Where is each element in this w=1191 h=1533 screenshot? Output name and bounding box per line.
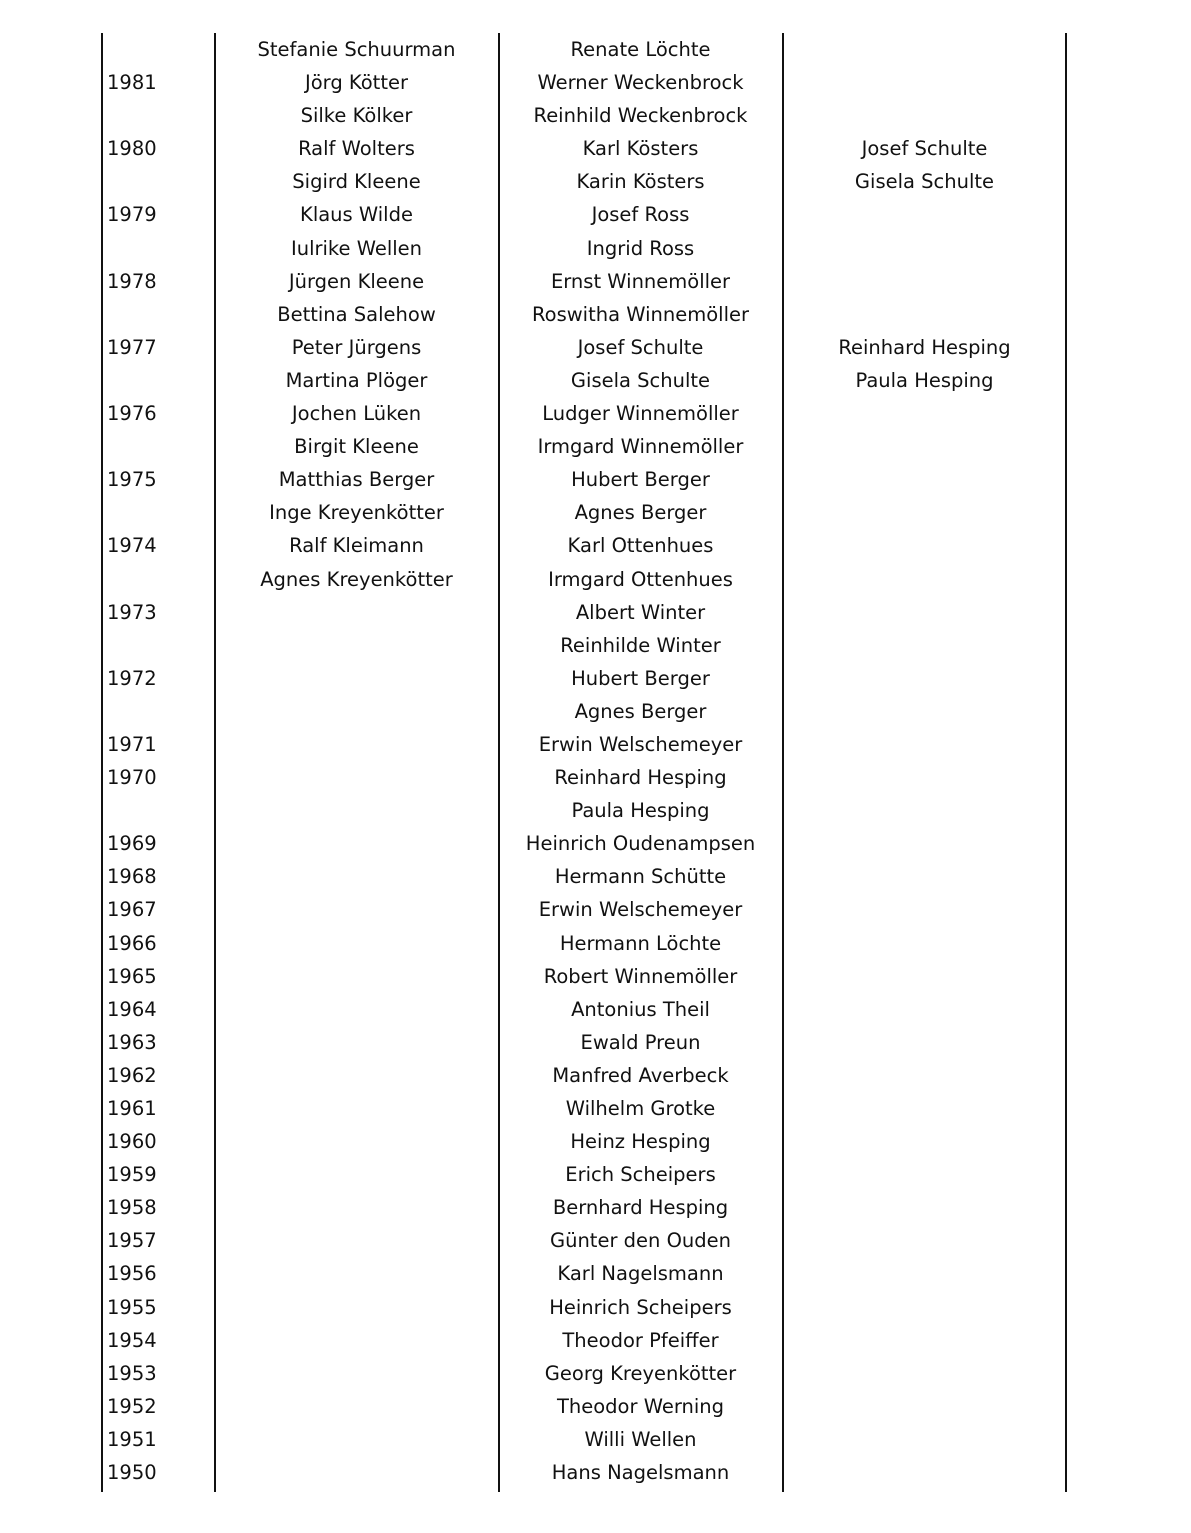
name-cell-col2 bbox=[215, 960, 498, 993]
name-cell-col2 bbox=[215, 1390, 498, 1423]
name-cell-col3: Robert Winnemöller bbox=[543, 964, 738, 988]
year-cell: 1979 bbox=[107, 203, 157, 227]
name-cell-col4 bbox=[783, 1059, 1066, 1092]
name-cell-col2 bbox=[215, 1224, 498, 1257]
name-cell-col3: Gisela Schulte bbox=[570, 368, 711, 392]
table-row bbox=[101, 463, 1066, 496]
name-cell-col2: Jochen Lüken bbox=[291, 402, 422, 426]
name-cell-col4 bbox=[783, 927, 1066, 960]
year-cell bbox=[107, 364, 207, 397]
year-cell bbox=[107, 298, 207, 331]
name-cell-col4 bbox=[783, 529, 1066, 562]
year-cell: 1975 bbox=[107, 468, 157, 492]
name-cell-col2: Matthias Berger bbox=[278, 468, 435, 492]
year-cell: 1953 bbox=[107, 1361, 157, 1385]
year-cell: 1956 bbox=[107, 1262, 157, 1286]
name-cell-col4 bbox=[783, 198, 1066, 231]
year-cell bbox=[107, 496, 207, 529]
table-row bbox=[101, 1026, 1066, 1059]
name-cell-col3: Irmgard Ottenhues bbox=[548, 567, 733, 591]
table-row bbox=[101, 33, 1066, 66]
name-cell-col3: Reinhard Hesping bbox=[554, 766, 727, 790]
name-cell-col2 bbox=[215, 1357, 498, 1390]
year-cell bbox=[107, 99, 207, 132]
table-row bbox=[101, 1158, 1066, 1191]
table-row bbox=[101, 1324, 1066, 1357]
table-row bbox=[101, 1257, 1066, 1290]
table-row bbox=[101, 728, 1066, 761]
year-cell: 1970 bbox=[107, 766, 157, 790]
year-cell: 1954 bbox=[107, 1328, 157, 1352]
name-cell-col3: Günter den Ouden bbox=[549, 1229, 732, 1253]
year-cell: 1959 bbox=[107, 1163, 157, 1187]
table-row bbox=[101, 529, 1066, 562]
year-cell: 1960 bbox=[107, 1130, 157, 1154]
year-cell bbox=[107, 563, 207, 596]
year-cell: 1981 bbox=[107, 71, 157, 95]
name-cell-col4 bbox=[783, 1026, 1066, 1059]
name-cell-col2 bbox=[215, 1191, 498, 1224]
name-cell-col4 bbox=[783, 629, 1066, 662]
name-cell-col4: Reinhard Hesping bbox=[838, 335, 1011, 359]
year-cell: 1958 bbox=[107, 1196, 157, 1220]
name-cell-col2: Martina Plöger bbox=[285, 368, 428, 392]
name-cell-col3: Theodor Pfeiffer bbox=[562, 1328, 719, 1352]
name-cell-col4 bbox=[783, 298, 1066, 331]
table-row bbox=[101, 596, 1066, 629]
name-cell-col3: Wilhelm Grotke bbox=[565, 1097, 716, 1120]
name-cell-col2 bbox=[215, 794, 498, 827]
table-body bbox=[101, 33, 1066, 1489]
name-cell-col4 bbox=[783, 1092, 1066, 1125]
name-cell-col3: Heinz Hesping bbox=[570, 1130, 711, 1154]
table-row bbox=[101, 761, 1066, 794]
name-cell-col3: Werner Weckenbrock bbox=[537, 71, 744, 95]
table-row bbox=[101, 860, 1066, 893]
table-row bbox=[101, 993, 1066, 1026]
year-cell: 1974 bbox=[107, 534, 157, 558]
year-cell: 1977 bbox=[107, 335, 157, 359]
year-cell bbox=[107, 695, 207, 728]
name-cell-col4 bbox=[783, 563, 1066, 596]
name-cell-col4: Paula Hesping bbox=[855, 368, 994, 392]
name-cell-col3: Reinhilde Winter bbox=[560, 633, 721, 657]
table-row bbox=[101, 1224, 1066, 1257]
name-cell-col4 bbox=[783, 1158, 1066, 1191]
table-row bbox=[101, 893, 1066, 926]
name-cell-col2: Jörg Kötter bbox=[305, 71, 408, 95]
year-cell: 1966 bbox=[107, 931, 157, 955]
table-row bbox=[101, 232, 1066, 265]
name-cell-col3: Agnes Berger bbox=[574, 501, 707, 525]
table-row bbox=[101, 1456, 1066, 1489]
year-cell: 1972 bbox=[107, 666, 157, 690]
year-cell: 1969 bbox=[107, 832, 157, 856]
name-cell-col4 bbox=[783, 1224, 1066, 1257]
name-cell-col2: Klaus Wilde bbox=[300, 203, 413, 227]
name-cell-col2 bbox=[215, 1257, 498, 1290]
table-row bbox=[101, 1357, 1066, 1390]
name-cell-col2 bbox=[215, 1324, 498, 1357]
year-cell bbox=[107, 33, 207, 66]
table-row bbox=[101, 563, 1066, 596]
name-cell-col4 bbox=[783, 993, 1066, 1026]
year-cell: 1980 bbox=[107, 137, 157, 161]
year-cell: 1978 bbox=[107, 269, 157, 293]
name-cell-col2: Peter Jürgens bbox=[291, 335, 422, 359]
year-cell bbox=[107, 232, 207, 265]
name-cell-col3: Erich Scheipers bbox=[565, 1163, 716, 1187]
name-cell-col3: Paula Hesping bbox=[571, 799, 710, 823]
table-row bbox=[101, 265, 1066, 298]
year-cell: 1961 bbox=[107, 1097, 157, 1120]
table-row bbox=[101, 695, 1066, 728]
name-cell-col4: Josef Schulte bbox=[861, 137, 988, 161]
name-cell-col3: Manfred Averbeck bbox=[552, 1063, 729, 1087]
year-cell: 1971 bbox=[107, 732, 157, 756]
name-cell-col3: Erwin Welschemeyer bbox=[538, 732, 743, 756]
name-cell-col2 bbox=[215, 629, 498, 662]
name-cell-col2: Ralf Kleimann bbox=[289, 534, 424, 558]
name-cell-col2 bbox=[215, 893, 498, 926]
table-row bbox=[101, 298, 1066, 331]
table-row bbox=[101, 331, 1066, 364]
name-cell-col2: Silke Kölker bbox=[300, 104, 413, 128]
table-row bbox=[101, 1390, 1066, 1423]
name-cell-col2: Ralf Wolters bbox=[298, 137, 415, 161]
name-cell-col3: Karl Ottenhues bbox=[567, 534, 714, 558]
name-cell-col2 bbox=[215, 860, 498, 893]
name-cell-col4 bbox=[783, 1456, 1066, 1489]
name-cell-col4 bbox=[783, 496, 1066, 529]
table-row bbox=[101, 430, 1066, 463]
name-cell-col4 bbox=[783, 728, 1066, 761]
year-cell: 1976 bbox=[107, 402, 157, 426]
name-cell-col4 bbox=[783, 794, 1066, 827]
name-cell-col4 bbox=[783, 1125, 1066, 1158]
table-row bbox=[101, 165, 1066, 198]
name-cell-col4 bbox=[783, 1423, 1066, 1456]
name-cell-col4 bbox=[783, 1257, 1066, 1290]
name-cell-col2 bbox=[215, 1456, 498, 1489]
name-cell-col4 bbox=[783, 1324, 1066, 1357]
name-cell-col3: Willi Wellen bbox=[584, 1427, 697, 1451]
year-cell: 1962 bbox=[107, 1063, 157, 1087]
name-cell-col3: Ewald Preun bbox=[580, 1030, 701, 1054]
name-cell-col4 bbox=[783, 761, 1066, 794]
table-row bbox=[101, 198, 1066, 231]
name-cell-col4 bbox=[783, 1191, 1066, 1224]
table-row bbox=[101, 1125, 1066, 1158]
table-row bbox=[101, 1191, 1066, 1224]
table-row bbox=[101, 496, 1066, 529]
name-cell-col3: Antonius Theil bbox=[571, 997, 710, 1021]
table-row bbox=[101, 364, 1066, 397]
name-cell-col3: Albert Winter bbox=[575, 600, 706, 624]
year-cell: 1963 bbox=[107, 1030, 157, 1054]
year-cell: 1964 bbox=[107, 997, 157, 1021]
name-cell-col2: Iulrike Wellen bbox=[290, 236, 423, 260]
name-cell-col2 bbox=[215, 728, 498, 761]
name-cell-col3: Josef Ross bbox=[591, 203, 690, 227]
table-row bbox=[101, 1092, 1066, 1125]
name-cell-col4 bbox=[783, 66, 1066, 99]
name-cell-col3: Josef Schulte bbox=[577, 335, 704, 359]
table-row bbox=[101, 397, 1066, 430]
name-cell-col3: Reinhild Weckenbrock bbox=[533, 104, 748, 128]
name-cell-col3: Georg Kreyenkötter bbox=[544, 1361, 737, 1385]
name-cell-col3: Roswitha Winnemöller bbox=[531, 302, 750, 326]
name-cell-col2: Agnes Kreyenkötter bbox=[260, 567, 453, 591]
name-cell-col4 bbox=[783, 1390, 1066, 1423]
name-cell-col4 bbox=[783, 430, 1066, 463]
name-cell-col3: Ingrid Ross bbox=[586, 236, 695, 260]
name-cell-col2 bbox=[215, 993, 498, 1026]
name-cell-col2 bbox=[215, 1291, 498, 1324]
name-cell-col2: Birgit Kleene bbox=[294, 435, 419, 459]
name-cell-col4 bbox=[783, 33, 1066, 66]
name-cell-col4 bbox=[783, 960, 1066, 993]
year-cell: 1973 bbox=[107, 600, 157, 624]
name-cell-col3: Hermann Löchte bbox=[559, 931, 722, 955]
name-cell-col4 bbox=[783, 1291, 1066, 1324]
name-cell-col2: Jürgen Kleene bbox=[288, 269, 425, 293]
year-cell: 1968 bbox=[107, 865, 157, 889]
table-row bbox=[101, 960, 1066, 993]
name-cell-col2 bbox=[215, 761, 498, 794]
year-cell: 1965 bbox=[107, 964, 157, 988]
name-cell-col4 bbox=[783, 596, 1066, 629]
name-cell-col3: Bernhard Hesping bbox=[552, 1196, 729, 1220]
name-cell-col4 bbox=[783, 397, 1066, 430]
table bbox=[101, 33, 1066, 1492]
name-cell-col3: Hubert Berger bbox=[571, 468, 710, 492]
name-cell-col2 bbox=[215, 827, 498, 860]
year-cell: 1951 bbox=[107, 1427, 157, 1451]
year-cell bbox=[107, 165, 207, 198]
table-row bbox=[101, 66, 1066, 99]
name-cell-col2 bbox=[215, 927, 498, 960]
table-row bbox=[101, 1423, 1066, 1456]
year-cell: 1950 bbox=[107, 1461, 157, 1485]
year-cell bbox=[107, 430, 207, 463]
table-row bbox=[101, 629, 1066, 662]
year-cell: 1952 bbox=[107, 1394, 157, 1418]
name-cell-col3: Heinrich Oudenampsen bbox=[525, 832, 756, 856]
name-cell-col2 bbox=[215, 596, 498, 629]
name-cell-col2 bbox=[215, 1092, 498, 1125]
name-cell-col4 bbox=[783, 860, 1066, 893]
name-cell-col2: Bettina Salehow bbox=[277, 302, 436, 326]
name-cell-col4 bbox=[783, 265, 1066, 298]
name-cell-col2 bbox=[215, 1026, 498, 1059]
year-cell: 1955 bbox=[107, 1295, 157, 1319]
table-row bbox=[101, 827, 1066, 860]
name-cell-col3: Erwin Welschemeyer bbox=[538, 898, 743, 922]
name-cell-col4 bbox=[783, 827, 1066, 860]
name-cell-col4 bbox=[783, 1357, 1066, 1390]
table-row bbox=[101, 662, 1066, 695]
table-row bbox=[101, 1291, 1066, 1324]
name-cell-col2: Stefanie Schuurman bbox=[257, 38, 456, 61]
name-cell-col3: Hubert Berger bbox=[571, 666, 710, 690]
name-cell-col3: Hermann Schütte bbox=[554, 865, 727, 889]
name-cell-col3: Karl Kösters bbox=[582, 137, 699, 161]
year-cell bbox=[107, 629, 207, 662]
name-cell-col4 bbox=[783, 695, 1066, 728]
table-row bbox=[101, 927, 1066, 960]
name-cell-col4 bbox=[783, 463, 1066, 496]
table-row bbox=[101, 1059, 1066, 1092]
table-row bbox=[101, 794, 1066, 827]
name-cell-col2: Inge Kreyenkötter bbox=[269, 501, 444, 525]
name-cell-col3: Ludger Winnemöller bbox=[542, 402, 739, 426]
name-cell-col2 bbox=[215, 1125, 498, 1158]
name-cell-col2 bbox=[215, 662, 498, 695]
name-cell-col3: Irmgard Winnemöller bbox=[537, 435, 744, 459]
name-cell-col3: Ernst Winnemöller bbox=[550, 269, 731, 293]
year-cell: 1957 bbox=[107, 1229, 157, 1253]
name-cell-col3: Theodor Werning bbox=[556, 1394, 725, 1418]
name-cell-col4: Gisela Schulte bbox=[854, 170, 995, 194]
table-row bbox=[101, 99, 1066, 132]
name-cell-col4 bbox=[783, 232, 1066, 265]
table-row bbox=[101, 132, 1066, 165]
name-cell-col3: Agnes Berger bbox=[574, 699, 707, 723]
name-cell-col2 bbox=[215, 695, 498, 728]
name-cell-col3: Karin Kösters bbox=[576, 170, 705, 194]
name-cell-col2 bbox=[215, 1158, 498, 1191]
year-cell: 1967 bbox=[107, 898, 157, 922]
name-cell-col4 bbox=[783, 893, 1066, 926]
name-cell-col3: Hans Nagelsmann bbox=[551, 1461, 730, 1485]
name-cell-col4 bbox=[783, 662, 1066, 695]
name-cell-col3: Renate Löchte bbox=[570, 38, 711, 61]
year-cell bbox=[107, 794, 207, 827]
name-cell-col3: Karl Nagelsmann bbox=[557, 1262, 724, 1286]
name-cell-col4 bbox=[783, 99, 1066, 132]
name-cell-col2: Sigird Kleene bbox=[292, 170, 421, 194]
name-cell-col3: Heinrich Scheipers bbox=[549, 1295, 732, 1319]
name-cell-col2 bbox=[215, 1423, 498, 1456]
name-cell-col2 bbox=[215, 1059, 498, 1092]
